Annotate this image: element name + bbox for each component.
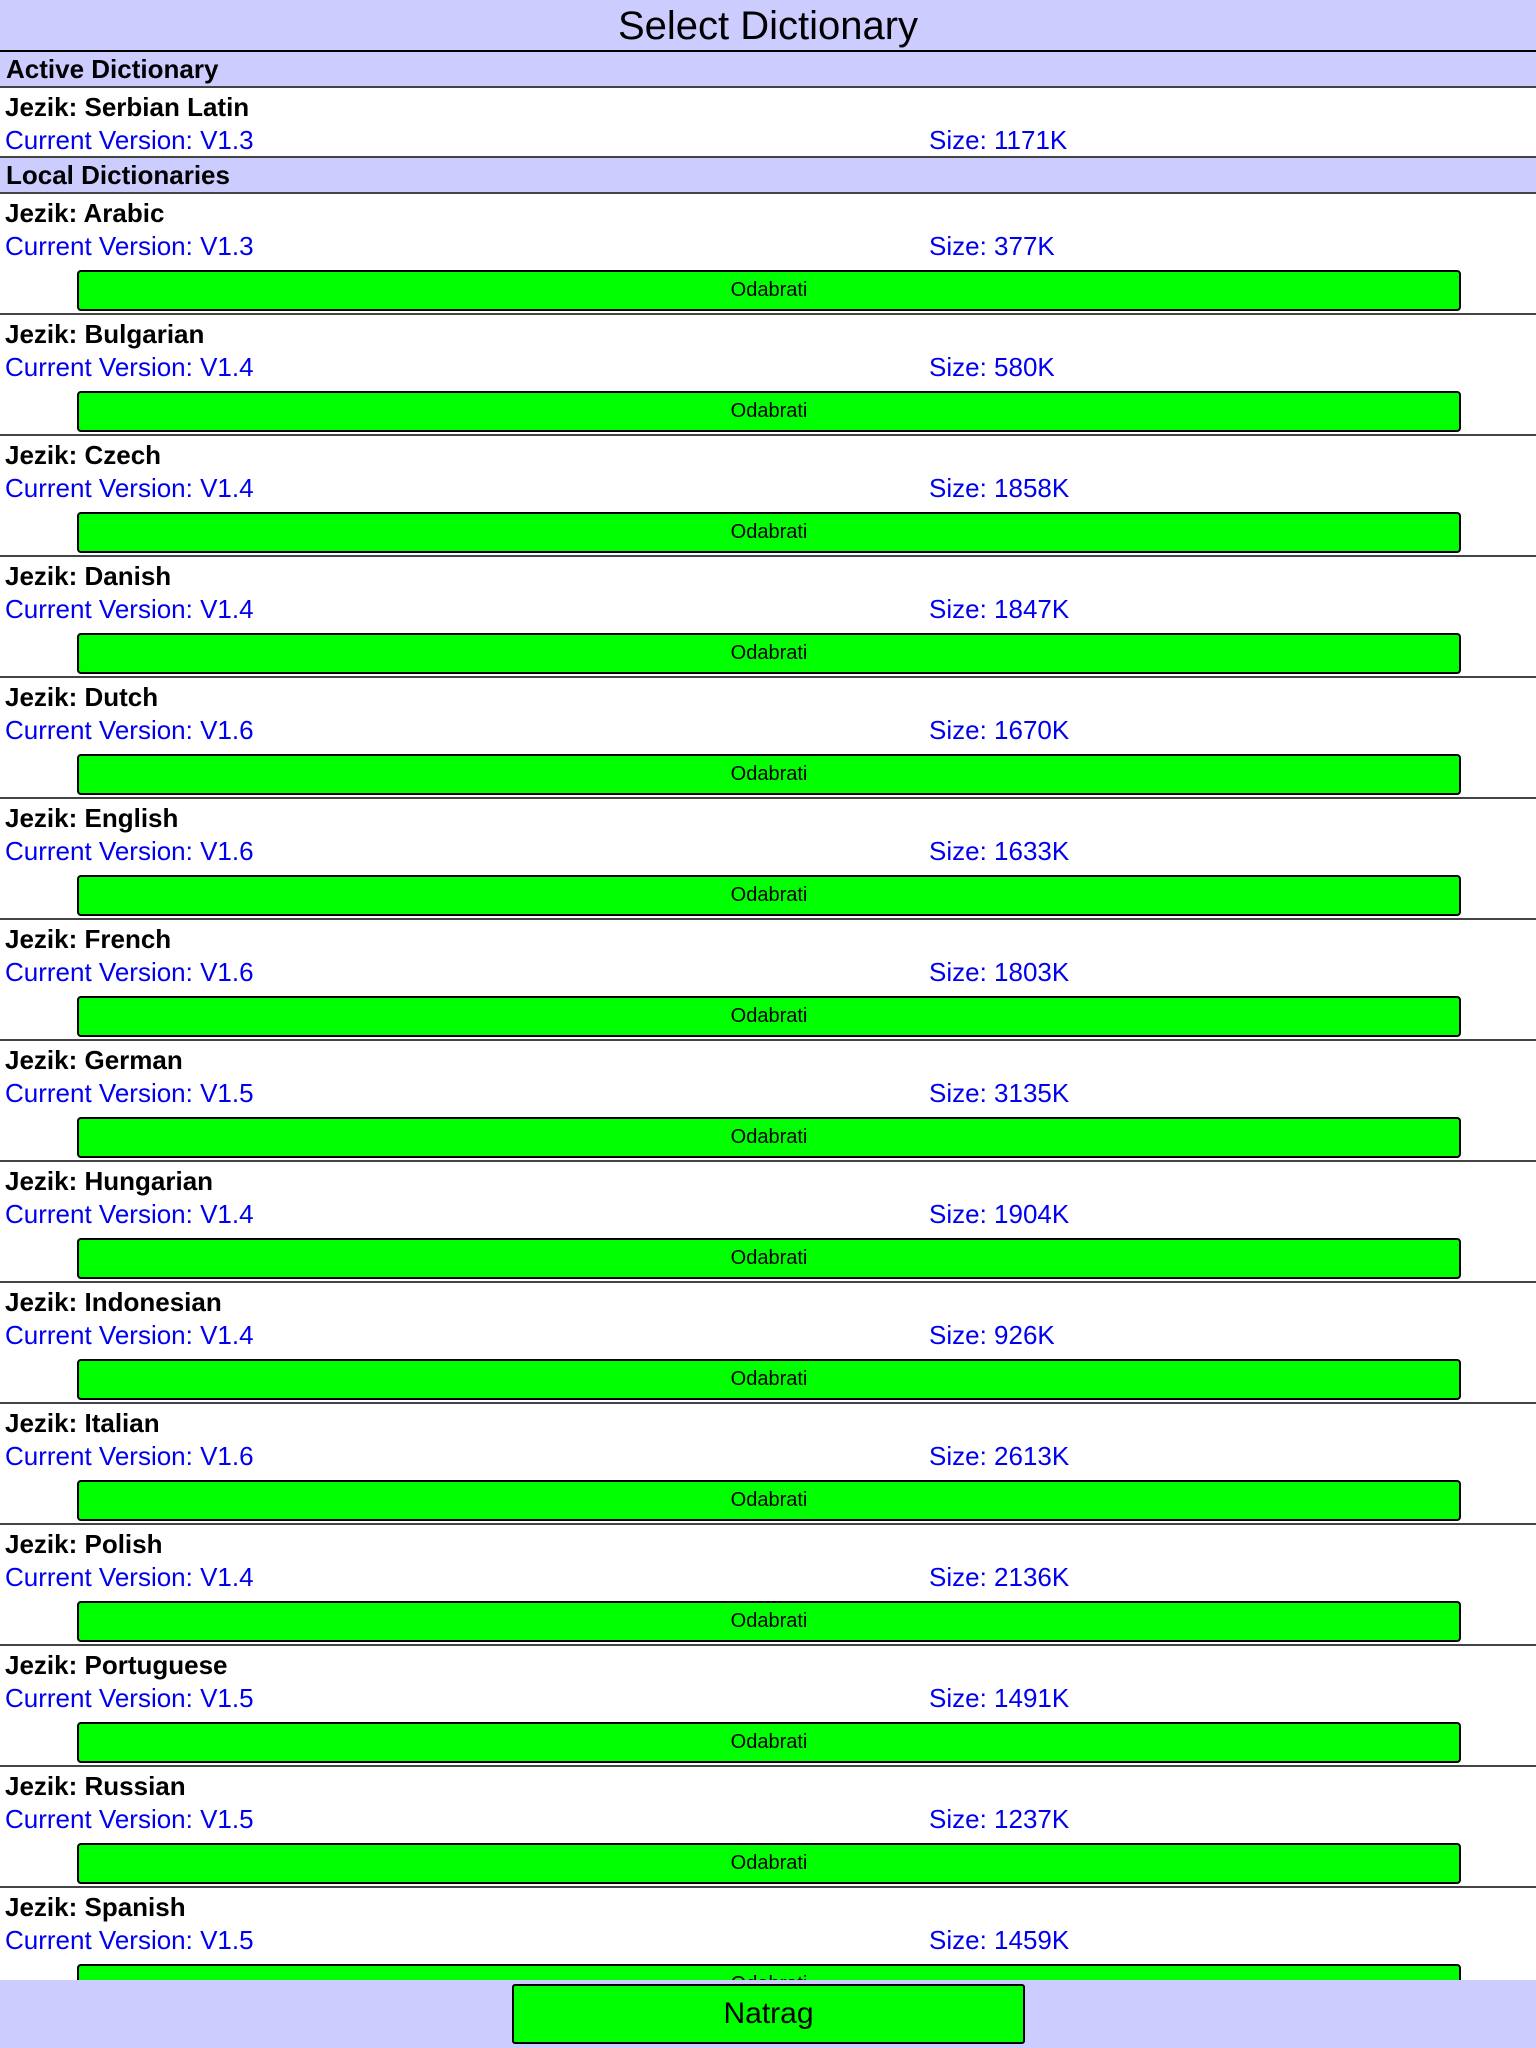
list-item (0, 799, 1536, 920)
dictionary-size: Size: 3135K (929, 1078, 1070, 1108)
dictionary-size: Size: 1847K (929, 594, 1070, 624)
select-dictionary-button[interactable]: Odabrati (77, 1359, 1461, 1400)
dictionary-version: Current Version: V1.5 (5, 1925, 254, 1955)
dictionary-version: Current Version: V1.5 (5, 1683, 254, 1713)
dictionary-version: Current Version: V1.4 (5, 1320, 254, 1350)
dictionary-name: Jezik: Italian (5, 1408, 160, 1438)
select-dictionary-button[interactable]: Odabrati (77, 754, 1461, 795)
select-dictionary-button[interactable]: Odabrati (77, 1238, 1461, 1279)
list-item (0, 1404, 1536, 1525)
list-item (0, 1041, 1536, 1162)
dictionary-name: Jezik: Indonesian (5, 1287, 222, 1317)
local-dictionaries-header: Local Dictionaries (0, 158, 1536, 194)
dictionary-size: Size: 2613K (929, 1441, 1070, 1471)
dictionary-name: Jezik: Dutch (5, 682, 159, 712)
dictionary-size: Size: 1904K (929, 1199, 1070, 1229)
dictionary-name: Jezik: Hungarian (5, 1166, 214, 1196)
dictionary-name: Jezik: Polish (5, 1529, 163, 1559)
dictionary-version: Current Version: V1.4 (5, 594, 254, 624)
dictionary-name: Jezik: Russian (5, 1771, 186, 1801)
dictionary-size: Size: 377K (929, 231, 1055, 261)
dictionary-version: Current Version: V1.6 (5, 1441, 254, 1471)
dictionary-size: Size: 580K (929, 352, 1055, 382)
dictionary-name: Jezik: Spanish (5, 1892, 186, 1922)
list-item (0, 557, 1536, 678)
dictionary-size: Size: 1633K (929, 836, 1070, 866)
select-dictionary-button[interactable]: Odabrati (77, 270, 1461, 311)
dictionary-version: Current Version: V1.4 (5, 473, 254, 503)
list-item (0, 1162, 1536, 1283)
list-item (0, 1767, 1536, 1888)
dictionary-version: Current Version: V1.4 (5, 352, 254, 382)
dictionary-name: Jezik: English (5, 803, 179, 833)
list-item (0, 920, 1536, 1041)
dictionary-version: Current Version: V1.4 (5, 1562, 254, 1592)
select-dictionary-button[interactable]: Odabrati (77, 391, 1461, 432)
dictionary-list[interactable] (0, 52, 1536, 1980)
select-dictionary-button[interactable]: Odabrati (77, 512, 1461, 553)
dictionary-version: Current Version: V1.3 (5, 125, 254, 155)
dictionary-size: Size: 1171K (929, 125, 1068, 155)
dictionary-name: Jezik: Arabic (5, 198, 165, 228)
select-dictionary-button[interactable]: Odabrati (77, 1843, 1461, 1884)
select-dictionary-button[interactable]: Odabrati (77, 1722, 1461, 1763)
dictionary-version: Current Version: V1.4 (5, 1199, 254, 1229)
select-dictionary-button[interactable]: Odabrati (77, 633, 1461, 674)
list-item (0, 436, 1536, 557)
dictionary-name: Jezik: Czech (5, 440, 162, 470)
list-item (0, 194, 1536, 315)
list-item (0, 1646, 1536, 1767)
dictionary-size: Size: 1491K (929, 1683, 1070, 1713)
dictionary-version: Current Version: V1.5 (5, 1078, 254, 1108)
dictionary-size: Size: 1803K (929, 957, 1070, 987)
active-dictionary-row (0, 88, 1536, 158)
dictionary-name: Jezik: Danish (5, 561, 172, 591)
local-dictionaries-list (0, 194, 1536, 2009)
select-dictionary-button[interactable]: Odabrati (77, 1117, 1461, 1158)
select-dictionary-button[interactable]: Odabrati (77, 1601, 1461, 1642)
list-item (0, 1525, 1536, 1646)
dictionary-size: Size: 926K (929, 1320, 1055, 1350)
dictionary-version: Current Version: V1.3 (5, 231, 254, 261)
back-button[interactable]: Natrag (512, 1984, 1025, 2044)
page-title: Select Dictionary (0, 0, 1536, 52)
dictionary-name: Jezik: Bulgarian (5, 319, 205, 349)
list-item (0, 1283, 1536, 1404)
dictionary-size: Size: 2136K (929, 1562, 1070, 1592)
select-dictionary-button[interactable]: Odabrati (77, 1480, 1461, 1521)
list-item (0, 678, 1536, 799)
select-dictionary-button[interactable]: Odabrati (77, 875, 1461, 916)
active-dictionary-header: Active Dictionary (0, 52, 1536, 88)
dictionary-size: Size: 1459K (929, 1925, 1070, 1955)
select-dictionary-button[interactable]: Odabrati (77, 996, 1461, 1037)
dictionary-name: Jezik: German (5, 1045, 183, 1075)
dictionary-size: Size: 1858K (929, 473, 1070, 503)
dictionary-size: Size: 1237K (929, 1804, 1070, 1834)
footer-bar (0, 1980, 1536, 2048)
dictionary-version: Current Version: V1.6 (5, 957, 254, 987)
dictionary-name: Jezik: French (5, 924, 172, 954)
dictionary-version: Current Version: V1.6 (5, 836, 254, 866)
dictionary-version: Current Version: V1.6 (5, 715, 254, 745)
dictionary-version: Current Version: V1.5 (5, 1804, 254, 1834)
dictionary-size: Size: 1670K (929, 715, 1070, 745)
dictionary-name: Jezik: Serbian Latin (5, 92, 250, 122)
list-item (0, 315, 1536, 436)
dictionary-name: Jezik: Portuguese (5, 1650, 228, 1680)
